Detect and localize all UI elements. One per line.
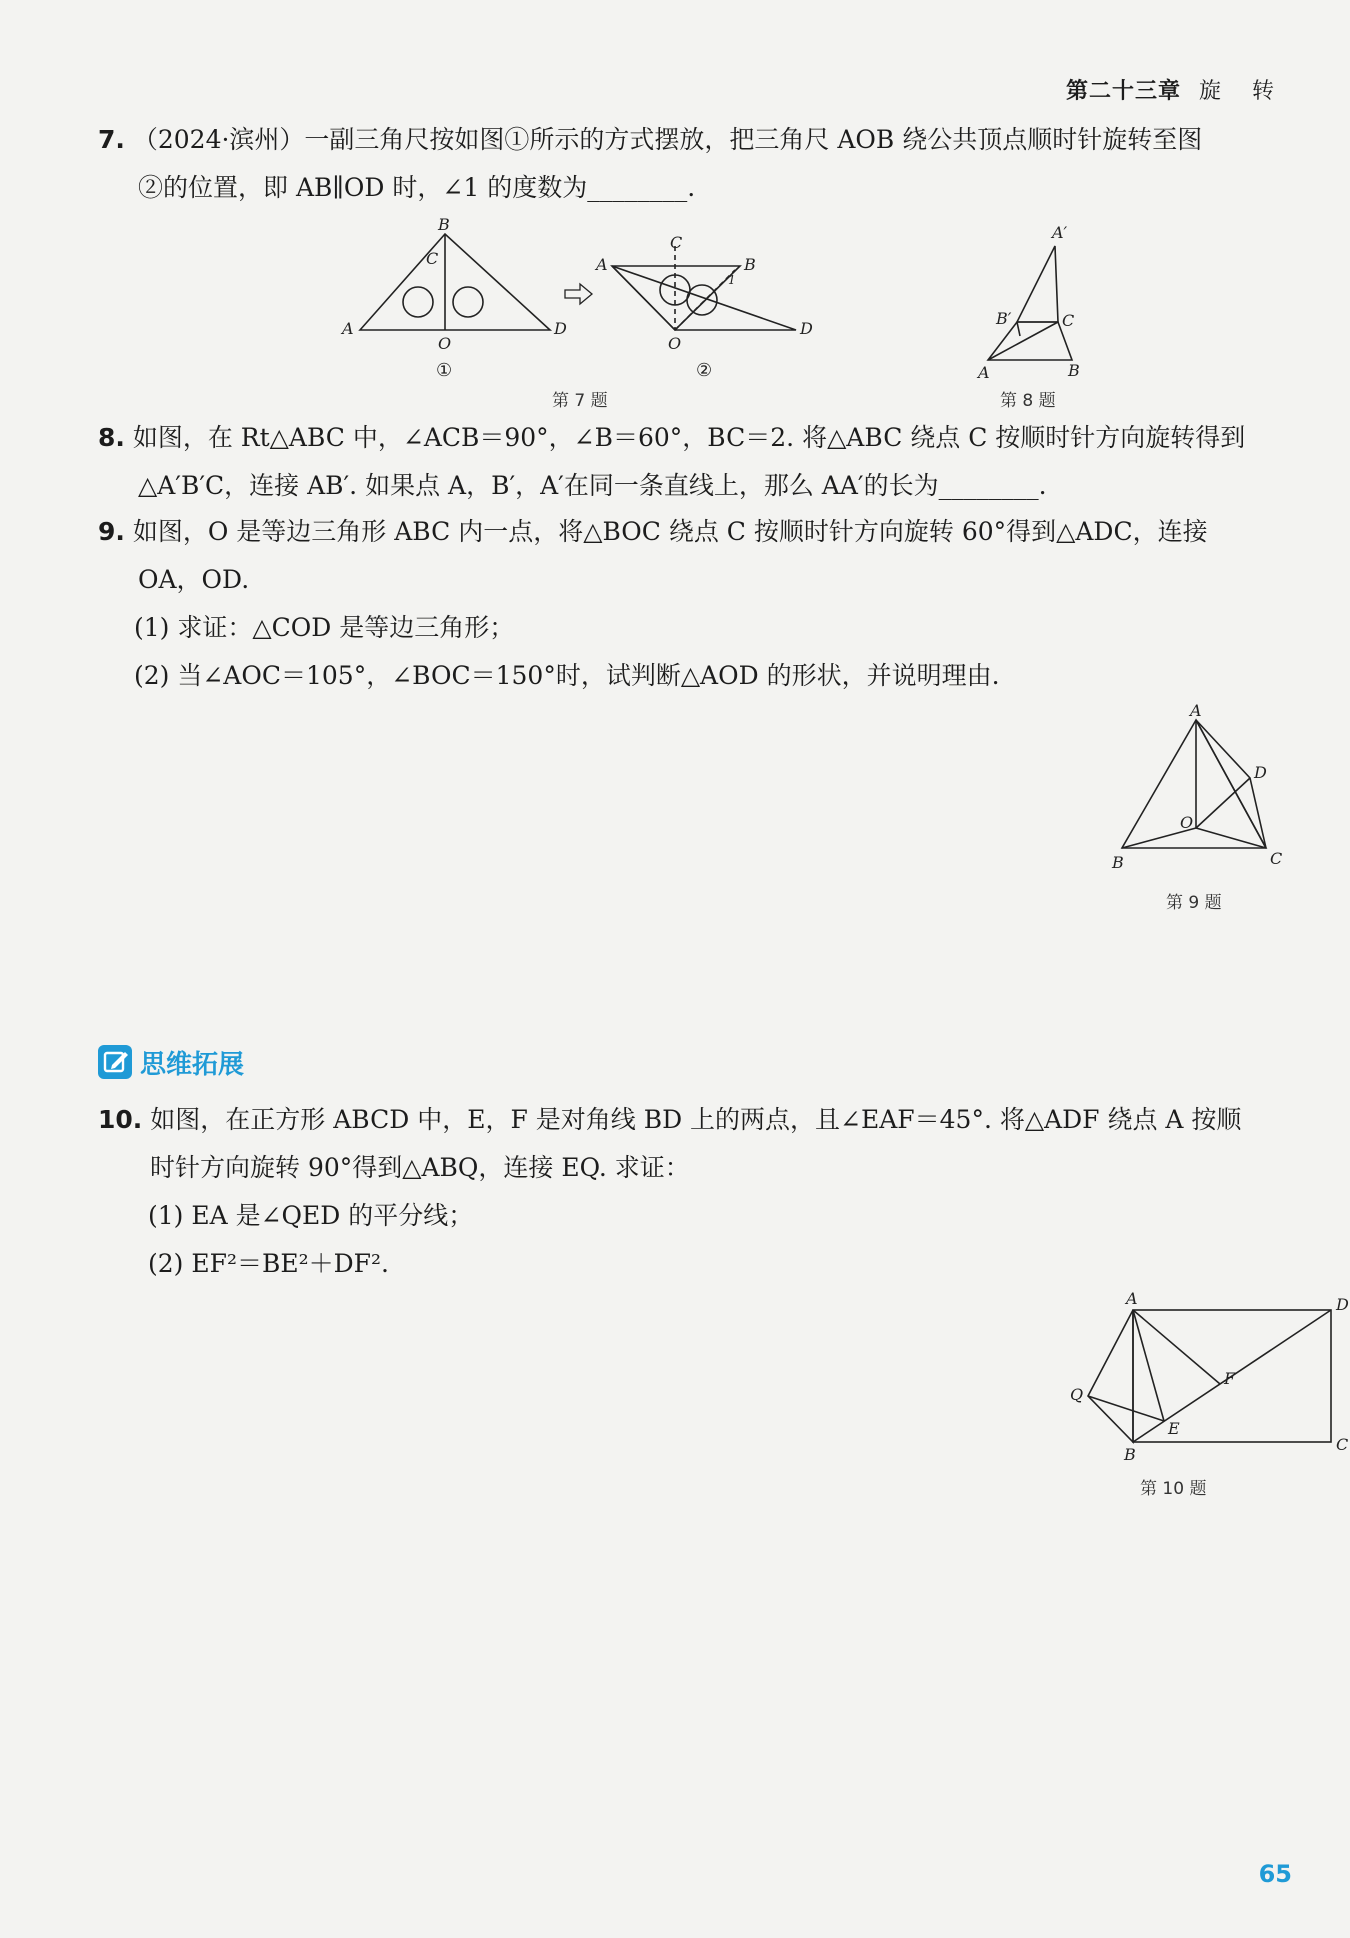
fig-label: C: [670, 233, 683, 252]
fig-label: F: [1224, 1369, 1236, 1388]
question-text: 时针方向旋转 90°得到△ABQ，连接 EQ. 求证：: [150, 1153, 690, 1182]
fig-label: C: [426, 249, 439, 268]
fig-label: A′: [1052, 223, 1068, 242]
chapter-title: 第二十三章: [1065, 79, 1181, 104]
subquestion-2: (2) EF²＝BE²＋DF².: [148, 1249, 389, 1278]
figure-caption: 第 8 题: [1000, 391, 1056, 411]
fig-label: B′: [996, 309, 1012, 328]
figure-7: [330, 215, 830, 381]
question-number: 9.: [98, 517, 125, 546]
figure-9: [1100, 700, 1290, 880]
fig-label: C: [1270, 849, 1283, 868]
fig-label: A: [1126, 1289, 1138, 1308]
fig-label: D: [1254, 763, 1267, 782]
fig-label: A: [596, 255, 608, 274]
question-number: 10.: [98, 1105, 143, 1134]
fig-label: D: [1336, 1295, 1349, 1314]
fig-label: O: [1180, 813, 1194, 832]
question-number: 8.: [98, 423, 125, 452]
fig-label: C: [1336, 1435, 1349, 1454]
fig-label: B: [1068, 361, 1080, 380]
fig-label: 1: [728, 273, 736, 287]
edit-icon: [98, 1045, 132, 1079]
fig-label: O: [438, 334, 452, 353]
question-text: ②的位置，即 AB∥OD 时，∠1 的度数为________.: [138, 173, 696, 202]
section-header: [98, 1042, 244, 1082]
fig-label: D: [800, 319, 813, 338]
fig-label: Q: [1070, 1385, 1084, 1404]
question-text: 如图，O 是等边三角形 ABC 内一点，将△BOC 绕点 C 按顺时针方向旋转 60°得到△ADC，连接: [132, 517, 1208, 546]
figure-10: [1060, 1284, 1349, 1464]
subquestion-1: (1) EA 是∠QED 的平分线；: [148, 1201, 474, 1230]
question-7: [98, 116, 1288, 212]
fig-label: E: [1168, 1419, 1180, 1438]
fig-sublabel: ②: [696, 360, 713, 381]
figure-caption: 第 10 题: [1140, 1479, 1207, 1499]
figure-caption: 第 9 题: [1166, 893, 1222, 913]
fig-label: A: [978, 363, 990, 382]
fig-label: B: [1124, 1445, 1136, 1464]
fig-label: O: [668, 334, 682, 353]
question-text: OA，OD.: [138, 565, 250, 594]
fig-label: D: [554, 319, 567, 338]
question-text: △A′B′C，连接 AB′. 如果点 A，B′，A′在同一条直线上，那么 AA′的长为________.: [138, 471, 1047, 500]
chapter-topic: 旋 转: [1199, 79, 1286, 104]
fig-label: B: [744, 255, 756, 274]
figure-8: [970, 220, 1090, 388]
question-8: [98, 414, 1288, 510]
question-number: 7.: [98, 125, 125, 154]
fig-label: A: [1190, 701, 1202, 720]
question-10: [98, 1096, 1288, 1192]
question-text: （2024·滨州）一副三角尺按如图①所示的方式摆放，把三角尺 AOB 绕公共顶点顺时针旋转至图: [132, 125, 1203, 154]
figure-caption: 第 7 题: [552, 391, 608, 411]
fig-label: B: [438, 215, 450, 234]
subquestion-2: (2) 当∠AOC＝105°，∠BOC＝150°时，试判断△AOD 的形状，并说明理由.: [134, 661, 1000, 690]
subquestion-1: (1) 求证：△COD 是等边三角形；: [134, 613, 515, 642]
question-text: 如图，在正方形 ABCD 中，E，F 是对角线 BD 上的两点，且∠EAF＝45°. 将△ADF 绕点 A 按顺: [150, 1105, 1242, 1134]
question-text: 如图，在 Rt△ABC 中，∠ACB＝90°，∠B＝60°，BC＝2. 将△ABC 绕点 C 按顺时针方向旋转得到: [132, 423, 1246, 452]
question-9: [98, 508, 1288, 604]
fig-label: C: [1062, 311, 1075, 330]
chapter-header: [1066, 74, 1286, 105]
section-title: 思维拓展: [140, 1049, 245, 1080]
fig-sublabel: ①: [436, 360, 453, 381]
fig-label: A: [342, 319, 354, 338]
page-number: 65: [1258, 1860, 1292, 1888]
fig-label: B: [1112, 853, 1124, 872]
